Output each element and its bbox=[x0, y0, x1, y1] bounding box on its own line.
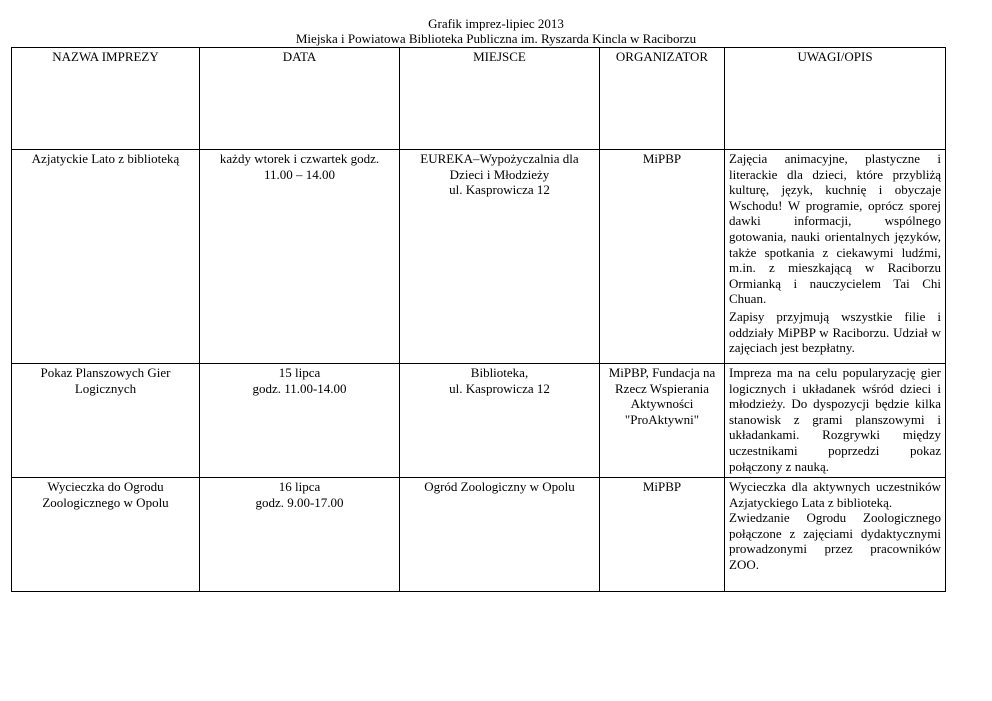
document-subtitle: Miejska i Powiatowa Biblioteka Publiczna im. Ryszarda Kincla w Raciborzu bbox=[295, 31, 697, 46]
document-title: Grafik imprez-lipiec 2013 bbox=[428, 16, 564, 31]
table-header-row bbox=[12, 48, 946, 150]
header-place: MIEJSCE bbox=[400, 48, 600, 150]
date-line: godz. 11.00-14.00 bbox=[252, 380, 347, 396]
event-date bbox=[200, 478, 400, 592]
event-notes bbox=[725, 364, 946, 478]
header-name: NAZWA IMPREZY bbox=[12, 48, 200, 150]
event-organizer: MiPBP, Fundacja na Rzecz Wspierania Aktywności "ProAktywni" bbox=[600, 364, 725, 478]
date-line: godz. 9.00-17.00 bbox=[255, 494, 344, 510]
notes-paragraph: Zwiedzanie Ogrodu Zoologicznego połączone z zajęciami dydaktycznymi prowadzonymi przez pracowników ZOO. bbox=[729, 510, 941, 572]
table-row bbox=[12, 364, 946, 478]
event-place bbox=[400, 150, 600, 364]
event-notes bbox=[725, 150, 946, 364]
event-place bbox=[400, 364, 600, 478]
event-name: Pokaz Planszowych Gier Logicznych bbox=[12, 364, 200, 478]
notes-paragraph: Wycieczka dla aktywnych uczestników Azjatyckiego Lata z biblioteką. bbox=[729, 479, 941, 510]
event-date bbox=[200, 364, 400, 478]
event-organizer: MiPBP bbox=[600, 478, 725, 592]
table-row bbox=[12, 150, 946, 364]
place-line: ul. Kasprowicza 12 bbox=[449, 380, 550, 396]
notes-paragraph: Impreza ma na celu popularyzację gier logicznych i układanek wśród dzieci i młodzieży. Do dyspozycji będzie kilka stanowisk z grami planszowymi i układankami. Rozgrywki między uczestnikami poprzedzi pokaz połączony z nauką. bbox=[729, 365, 941, 474]
header-notes: UWAGI/OPIS bbox=[725, 48, 946, 150]
event-date: każdy wtorek i czwartek godz. 11.00 – 14.00 bbox=[200, 150, 400, 364]
place-line: Ogród Zoologiczny w Opolu bbox=[424, 479, 575, 494]
events-table bbox=[11, 47, 946, 592]
event-notes bbox=[725, 478, 946, 592]
place-line: EUREKA–Wypożyczalnia dla Dzieci i Młodzieży bbox=[420, 151, 579, 182]
notes-paragraph: Zajęcia animacyjne, plastyczne i literackie dla dzieci, które przybliżą kulturę, język, kuchnię i obyczaje Wschodu! W programie, oprócz sporej dawki informacji, wspólnego gotowania, nauki orientalnych języków, także spotkania z ciekawymi ludźmi, m.in. z mieszkającą w Raciborzu Ormianką i nauczycielem Tai Chi Chuan. bbox=[729, 151, 941, 307]
notes-paragraph: Zapisy przyjmują wszystkie filie i oddziały MiPBP w Raciborzu. Udział w zajęciach jest bezpłatny. bbox=[729, 308, 941, 356]
place-line: ul. Kasprowicza 12 bbox=[449, 182, 550, 198]
date-line: 16 lipca bbox=[278, 479, 321, 494]
header-organizer: ORGANIZATOR bbox=[600, 48, 725, 150]
table-row bbox=[12, 478, 946, 592]
event-name: Azjatyckie Lato z biblioteką bbox=[12, 150, 200, 364]
place-line: Biblioteka, bbox=[470, 365, 529, 380]
date-line: 15 lipca bbox=[278, 365, 321, 380]
header-date: DATA bbox=[200, 48, 400, 150]
event-name: Wycieczka do Ogrodu Zoologicznego w Opolu bbox=[12, 478, 200, 592]
event-organizer: MiPBP bbox=[600, 150, 725, 364]
event-place bbox=[400, 478, 600, 592]
